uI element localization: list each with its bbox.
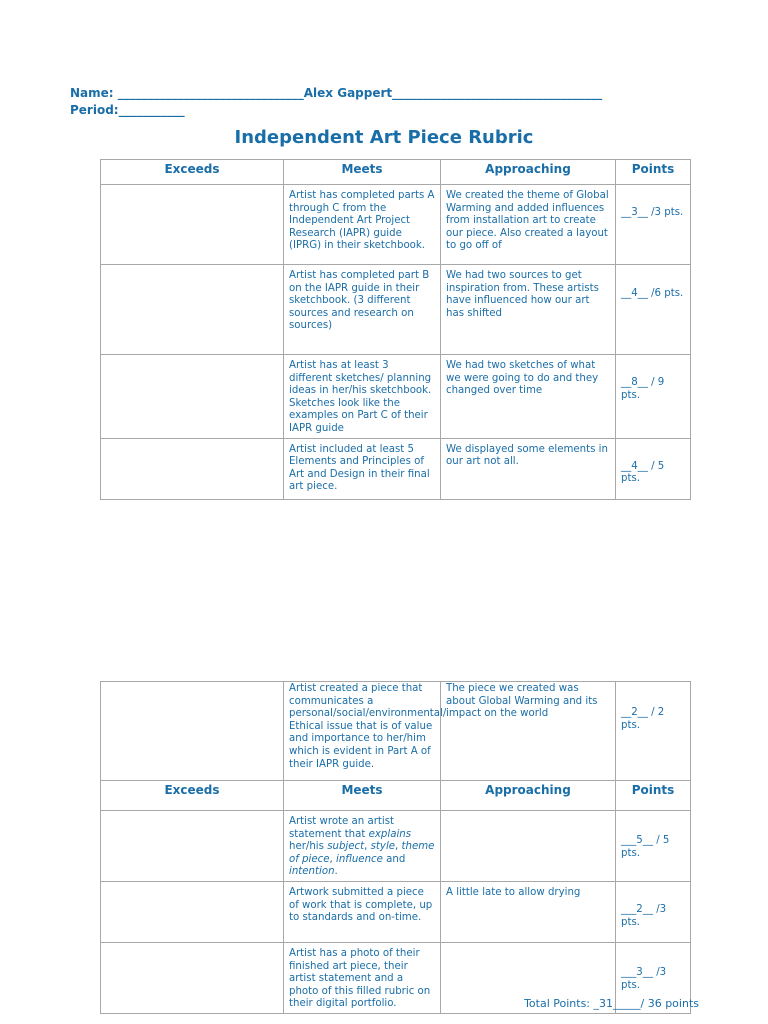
approaching-cell: A little late to allow drying (441, 881, 616, 942)
meets-cell: Artist has a photo of their finished art piece, their artist statement and a photo of this filled rubric on their digital portfolio. (284, 942, 441, 1013)
points-cell: __2__ / 2 pts. (616, 682, 691, 781)
table-row (101, 811, 691, 882)
table-row (101, 682, 691, 781)
approaching-cell: The piece we created was about Global Warming and its impact on the world (441, 682, 616, 781)
points-cell: ___5__ / 5 pts. (616, 811, 691, 882)
exceeds-cell (101, 942, 284, 1013)
meets-cell: Artist has completed part B on the IAPR guide in their sketchbook. (3 different sources and research on sources) (284, 265, 441, 355)
exceeds-cell (101, 811, 284, 882)
meets-cell: Artist has at least 3 different sketches/ planning ideas in her/his sketchbook. Sketches look like the examples on Part C of their IAPR guide (284, 355, 441, 439)
approaching-cell: We displayed some elements in our art not all. (441, 438, 616, 499)
header-meets: Meets (284, 781, 441, 811)
approaching-cell: We had two sources to get inspiration from. These artists have influenced how our art has shifted (441, 265, 616, 355)
meets-cell: Artwork submitted a piece of work that is complete, up to standards and on-time. (284, 881, 441, 942)
header-approaching: Approaching (441, 781, 616, 811)
exceeds-cell (101, 355, 284, 439)
exceeds-cell (101, 881, 284, 942)
table-row (101, 185, 691, 265)
meets-cell: Artist created a piece that communicates a personal/social/environmental/ Ethical issue that is of value and importance to her/him which is evident in Part A of their IAPR guide. (284, 682, 441, 781)
table-row (101, 265, 691, 355)
artist-statement-text: Artist wrote an artist statement that explains her/his subject, style, theme of piece, influence and intention. (289, 816, 435, 878)
rubric-table-2 (100, 681, 691, 1014)
page-title: Independent Art Piece Rubric (234, 127, 534, 148)
table-row (101, 881, 691, 942)
header-points: Points (616, 781, 691, 811)
header-approaching: Approaching (441, 160, 616, 185)
total-points: Total Points: _31_____/ 36 points (524, 997, 699, 1010)
header-meets: Meets (284, 160, 441, 185)
points-cell: __4__ /6 pts. (616, 265, 691, 355)
header-exceeds: Exceeds (101, 160, 284, 185)
points-cell: __8__ / 9 pts. (616, 355, 691, 439)
approaching-cell: We had two sketches of what we were going to do and they changed over time (441, 355, 616, 439)
points-cell: __4__ / 5 pts. (616, 438, 691, 499)
points-cell: __3__ /3 pts. (616, 185, 691, 265)
table-row (101, 355, 691, 439)
meets-cell: Artist included at least 5 Elements and Principles of Art and Design in their final art piece. (284, 438, 441, 499)
meets-cell (284, 811, 441, 882)
period-line: Period:___________ (70, 103, 185, 117)
approaching-cell: We created the theme of Global Warming and added influences from installation art to create our piece. Also created a layout to go off of (441, 185, 616, 265)
approaching-cell (441, 811, 616, 882)
points-cell: ___2__ /3 pts. (616, 881, 691, 942)
table-row (101, 438, 691, 499)
points-cell: ___3__ /3 pts. (616, 942, 691, 1013)
rubric-table-1 (100, 159, 691, 500)
meets-cell: Artist has completed parts A through C from the Independent Art Project Research (IAPR) guide (IPRG) in their sketchbook. (284, 185, 441, 265)
exceeds-cell (101, 438, 284, 499)
name-line: Name: _______________________________Alex Gappert___________________________________ (70, 86, 603, 100)
exceeds-cell (101, 185, 284, 265)
exceeds-cell (101, 682, 284, 781)
exceeds-cell (101, 265, 284, 355)
header-points: Points (616, 160, 691, 185)
header-exceeds: Exceeds (101, 781, 284, 811)
